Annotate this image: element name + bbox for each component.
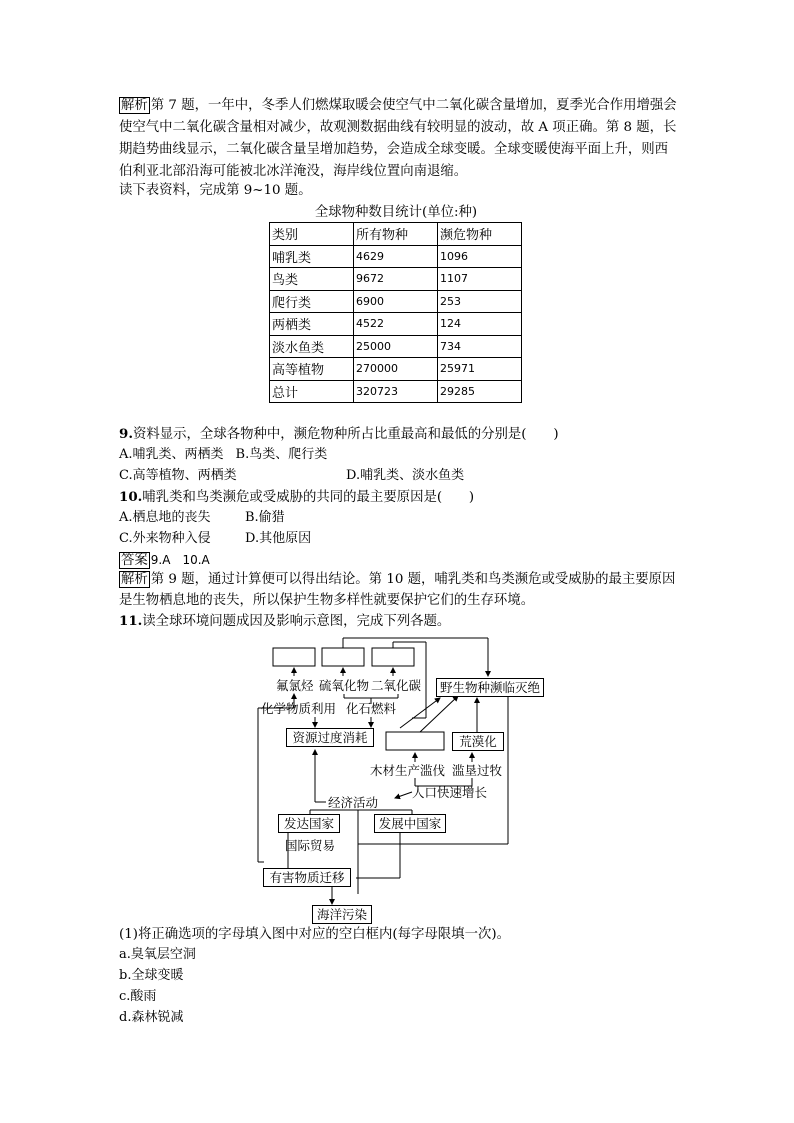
question-9: 9.资料显示，全球各物种中，濒危物种所占比重最高和最低的分别是( ) xyxy=(119,426,559,442)
analysis-line: 期趋势曲线显示，二氧化碳含量呈增加趋势，会造成全球变暖。全球变暖使海平面上升，则西 xyxy=(119,142,669,157)
box-marine-pollution: 海洋污染 xyxy=(312,905,372,924)
answer-line: 答案 9.A 10.A xyxy=(121,553,210,568)
question-11: 11.读全球环境问题成因及影响示意图，完成下列各题。 xyxy=(119,613,451,629)
label-chemical-use: 化学物质利用 xyxy=(261,701,337,716)
table-cell: 4629 xyxy=(354,245,438,268)
analysis-line: 伯利亚北部沿海可能被北冰洋淹没，海岸线位置向南退缩。 xyxy=(119,164,468,179)
table-cell: 1096 xyxy=(438,245,522,268)
box-hazardous-transfer: 有害物质迁移 xyxy=(263,868,351,887)
box-resource-overuse: 资源过度消耗 xyxy=(286,728,374,747)
table-cell: 爬行类 xyxy=(270,290,354,313)
label-population-growth: 人口快速增长 xyxy=(412,785,488,800)
table-cell: 哺乳类 xyxy=(270,245,354,268)
table-row xyxy=(270,358,522,381)
table-cell: 总计 xyxy=(270,380,354,403)
table-cell: 6900 xyxy=(354,290,438,313)
table-cell: 高等植物 xyxy=(270,358,354,381)
analysis-tag: 解析 xyxy=(121,572,148,587)
label-overgrazing: 滥垦过牧 xyxy=(452,763,503,778)
box-desertification: 荒漠化 xyxy=(452,732,504,751)
table-cell: 124 xyxy=(438,313,522,336)
q10-option-c: C.外来物种入侵 xyxy=(119,531,211,546)
table-cell: 734 xyxy=(438,335,522,358)
table-header-row xyxy=(270,223,522,246)
q9-option-d: D.哺乳类、淡水鱼类 xyxy=(346,468,465,483)
table-cell: 鸟类 xyxy=(270,268,354,291)
table-cell: 253 xyxy=(438,290,522,313)
table-cell: 两栖类 xyxy=(270,313,354,336)
box-developing-countries: 发展中国家 xyxy=(374,814,446,833)
answer-tag: 答案 xyxy=(121,553,148,568)
label-international-trade: 国际贸易 xyxy=(285,838,336,853)
intro-text: 读下表资料，完成第 9~10 题。 xyxy=(119,183,312,198)
environment-diagram xyxy=(240,632,560,928)
header-cell: 所有物种 xyxy=(354,223,438,246)
table-row xyxy=(270,245,522,268)
q10-option-a: A.栖息地的丧失 xyxy=(119,510,211,525)
question-10: 10.哺乳类和鸟类濒危或受威胁的共同的最主要原因是( ) xyxy=(119,489,475,505)
label-fossil-fuel: 化石燃料 xyxy=(346,701,397,716)
box-developed-countries: 发达国家 xyxy=(278,814,340,833)
option-c: c.酸雨 xyxy=(119,989,157,1004)
table-cell: 25971 xyxy=(438,358,522,381)
analysis-line: 解析 第 7 题，一年中，冬季人们燃煤取暖会使空气中二氧化碳含量增加，夏季光合作用增强会 xyxy=(121,98,677,113)
sub-question-1: (1)将正确选项的字母填入图中对应的空白框内(每字母限填一次)。 xyxy=(119,927,510,942)
label-co2: 二氧化碳 xyxy=(371,678,422,693)
table-cell: 320723 xyxy=(354,380,438,403)
table-cell: 1107 xyxy=(438,268,522,291)
header-cell: 濒危物种 xyxy=(438,223,522,246)
label-sulfur-oxides: 硫氧化物 xyxy=(319,678,370,693)
analysis-line: 是生物栖息地的丧失，所以保护生物多样性就要保护它们的生存环境。 xyxy=(119,593,535,608)
table-cell: 淡水鱼类 xyxy=(270,335,354,358)
label-freon: 氟氯烃 xyxy=(276,678,314,693)
option-b: b.全球变暖 xyxy=(119,968,184,983)
table-row xyxy=(270,268,522,291)
q9-options-row2: C.高等植物、两栖类 xyxy=(119,468,237,483)
table-cell: 25000 xyxy=(354,335,438,358)
blank-box-2 xyxy=(322,648,364,666)
q10-option-b: B.偷猎 xyxy=(245,510,285,525)
table-row xyxy=(270,313,522,336)
label-economic-activity: 经济活动 xyxy=(328,795,379,810)
q10-option-d: D.其他原因 xyxy=(245,531,312,546)
analysis-line: 解析 第 9 题，通过计算便可以得出结论。第 10 题，哺乳类和鸟类濒危或受威胁的最主要原因 xyxy=(121,572,676,587)
table-cell: 4522 xyxy=(354,313,438,336)
table-cell: 29285 xyxy=(438,380,522,403)
option-d: d.森林锐减 xyxy=(119,1010,184,1025)
table-row xyxy=(270,290,522,313)
q9-options-row1: A.哺乳类、两栖类 B.鸟类、爬行类 xyxy=(119,447,328,462)
box-species-extinction: 野生物种濒临灭绝 xyxy=(436,678,544,697)
option-a: a.臭氧层空洞 xyxy=(119,947,196,962)
header-cell: 类别 xyxy=(270,223,354,246)
table-row xyxy=(270,335,522,358)
table-cell: 270000 xyxy=(354,358,438,381)
table-row xyxy=(270,380,522,403)
label-logging: 木材生产滥伐 xyxy=(370,763,446,778)
blank-box-4 xyxy=(386,732,444,750)
table-cell: 9672 xyxy=(354,268,438,291)
analysis-tag: 解析 xyxy=(121,98,148,113)
table-title: 全球物种数目统计(单位:种) xyxy=(314,205,478,220)
species-table xyxy=(269,222,522,403)
blank-box-3 xyxy=(372,648,414,666)
blank-box-1 xyxy=(273,648,315,666)
analysis-line: 使空气中二氧化碳含量相对减少，故观测数据曲线有较明显的波动，故 A 项正确。第 8 题，长 xyxy=(119,120,677,135)
